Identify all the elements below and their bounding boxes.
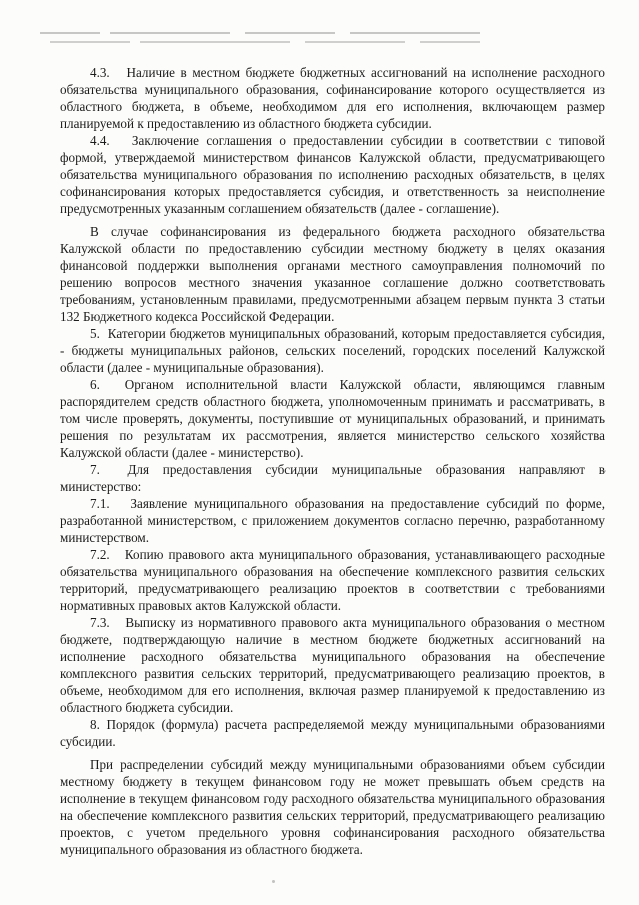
paragraph-4-4: 4.4. Заключение соглашения о предоставлении субсидии в соответствии с типовой формой, утверждаемой министерством финансов Калужской области, предусматривающего обязательства муниципального образования по исполнению расходных обязательств, в целях софинансирования которых предоставляется субсидия, и ответственность за неисполнение предусмотренных указанным соглашением обязательств (далее - соглашение). — [60, 133, 605, 216]
paragraph-7-2: 7.2. Копию правового акта муниципального образования, устанавливающего расходные обязательства муниципального образования на обеспечение комплексного развития сельских территорий, предусматривающего реализацию проектов в соответствии с требованиями нормативных правовых актов Калужской области. — [60, 547, 605, 613]
paragraph-7: 7. Для предоставления субсидии муниципальные образования направляют в министерство: — [60, 462, 605, 494]
scan-speck — [272, 880, 275, 883]
paragraph-7-1: 7.1. Заявление муниципального образования на предоставление субсидий по форме, разработанной министерством, с приложением документов согласно перечню, разработанному министерством. — [60, 496, 605, 545]
show-through-text — [40, 32, 480, 50]
document-body — [60, 64, 605, 858]
scan-speck — [604, 470, 606, 472]
paragraph-5: 5. Категории бюджетов муниципальных образований, которым предоставляется субсидия, - бюджеты муниципальных районов, сельских поселений, городских поселений Калужской области (далее - муниципальные образования). — [60, 326, 605, 375]
paragraph-federal-cofinancing: В случае софинансирования из федерального бюджета расходного обязательства Калужской области по предоставлению субсидии местному бюджету в целях оказания финансовой поддержки выполнения органами местного самоуправления полномочий по решению вопросов местного значения указанное соглашение должно соответствовать требованиям, установленным правилами, предусмотренными абзацем первым пункта 3 статьи 132 Бюджетного кодекса Российской Федерации. — [60, 224, 605, 324]
paragraph-8: 8. Порядок (формула) расчета распределяемой между муниципальными образованиями субсидии. — [60, 717, 605, 749]
paragraph-4-3: 4.3. Наличие в местном бюджете бюджетных ассигнований на исполнение расходного обязательства муниципального образования, софинансирование которого осуществляется из областного бюджета, в объеме, необходимом для его исполнения, включающем размер планируемой к предоставлению из областного бюджета субсидии. — [60, 65, 605, 131]
paragraph-6: 6. Органом исполнительной власти Калужской области, являющимся главным распорядителем средств областного бюджета, уполномоченным принимать и рассматривать, в том числе проверять, документы, поступившие от муниципальных образований, и принимать решения по результатам их рассмотрения, является министерство сельского хозяйства Калужской области (далее - министерство). — [60, 377, 605, 460]
paragraph-distribution: При распределении субсидий между муниципальными образованиями объем субсидии местному бюджету в текущем финансовом году не может превышать объем средств на исполнение в текущем финансовом году расходного обязательства муниципального образования на обеспечение комплексного развития сельских территорий, предусматривающего реализацию проектов, с учетом предельного уровня софинансирования расходного обязательства муниципального образования из областного бюджета. — [60, 757, 605, 857]
paragraph-7-3: 7.3. Выписку из нормативного правового акта муниципального образования о местном бюджете, подтверждающую наличие в местном бюджете бюджетных ассигнований на исполнение расходного обязательства муниципального образования на обеспечение комплексного развития сельских территорий, предусматривающего реализацию проектов, в объеме, необходимом для его исполнения, включая размер планируемой к предоставлению из областного бюджета субсидии. — [60, 615, 605, 715]
